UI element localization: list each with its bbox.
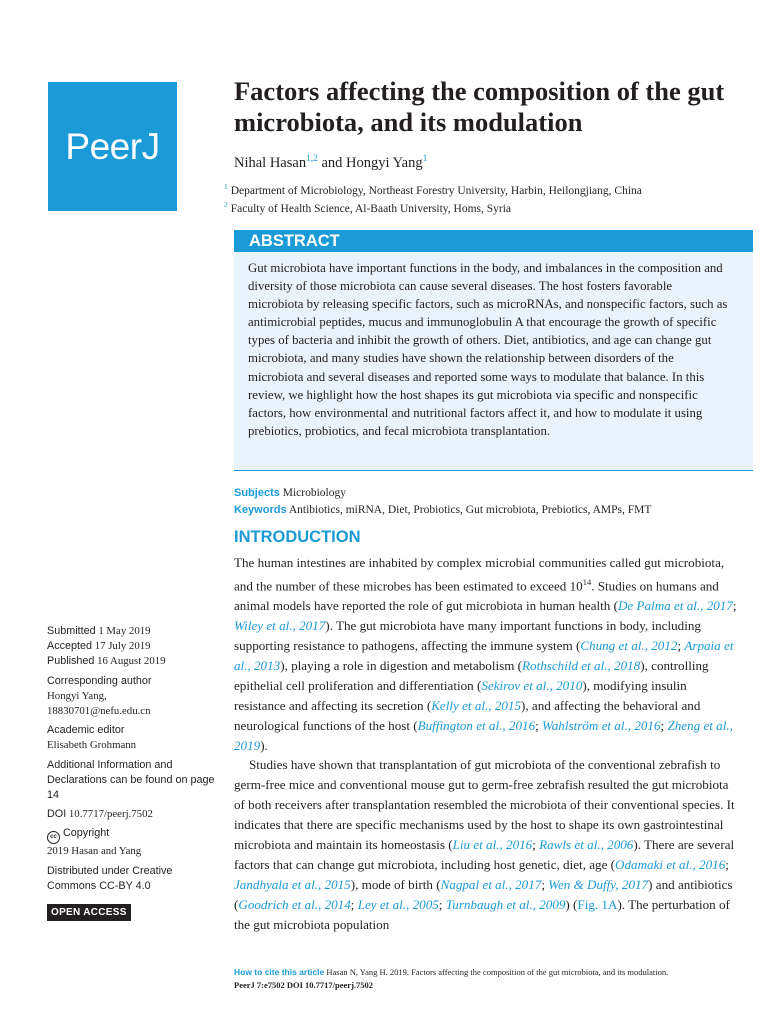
citation-link[interactable]: Odamaki et al., 2016 <box>615 856 726 872</box>
doi-line <box>47 807 217 822</box>
published-label: Published <box>47 655 95 668</box>
article-title: Factors affecting the composition of the gut microbiota, and its modulation <box>234 76 725 137</box>
corresponding-email[interactable]: 18830701@nefu.edu.cn <box>47 705 151 718</box>
text-run: ). <box>260 737 268 753</box>
abstract-box <box>234 230 753 471</box>
citation-link[interactable]: Buffington et al., 2016 <box>417 717 536 733</box>
page-footer <box>234 966 668 992</box>
text-run: ), controlling epithelial cell proliferation and differentiation ( <box>234 657 709 693</box>
article-sidebar <box>47 624 217 921</box>
creative-commons-icon: cc <box>47 831 60 844</box>
keywords-label: Keywords <box>234 504 287 516</box>
submitted-line <box>47 624 217 639</box>
subjects-label: Subjects <box>234 487 280 499</box>
text-run: ) ( <box>565 896 578 912</box>
keywords-line <box>234 502 651 519</box>
text-run: ). The gut microbiota have many important functions in body, including supporting resistance to pathogens, affecting the immune system ( <box>234 618 701 653</box>
citation-link[interactable]: Sekirov et al., 2010 <box>481 677 583 693</box>
figure-link[interactable]: Fig. 1A <box>577 896 618 912</box>
copyright-label: Copyright <box>63 827 110 840</box>
text-run: Studies have shown that transplantation of gut microbiota of the conventional zebrafish to germ-free mice and conventional mouse gut to germ-free zebrafish resulted the gut microbiota of both receivers after transplantation resembled the microbiota of their conventional species. It indicates that there are specific mechanisms used by the host to shape its own gastrointestinal microbiota and maintain its homeostasis ( <box>234 757 735 853</box>
logo-text: PeerJ <box>65 125 160 167</box>
author-2: and Hongyi Yang <box>321 154 423 171</box>
submitted-date: 1 May 2019 <box>98 625 151 637</box>
paragraph-1: The human intestines are inhabited by complex microbial communities called gut microbiota, and the number of these microbes has been estimated to exceed $10^{14}$. Studies on humans and animal models have reported the role of gut microbiota in human health (De Palma et al., 2017; Wiley et al., 2017). The gut microbiota have many important functions in body, including supporting resistance to pathogens, affecting the immune system (Chung et al., 2012; Arpaia et al., 2013), playing a role in digestion and metabolism (Rothschild et al., 2018), controlling epithelial cell proliferation and differentiation (Sekirov et al., 2010), modifying insulin resistance and affecting its secretion (Kelly et al., 2015), and affecting the behavioral and neurological functions of the host (Buffington et al., 2016; Wahlström et al., 2016; Zheng et al., 2019). <box>234 555 737 753</box>
published-date: 16 August 2019 <box>97 655 166 668</box>
doi-value[interactable]: 10.7717/peerj.7502 <box>68 808 153 821</box>
author-2-affil: 1 <box>422 154 428 164</box>
copyright-group <box>47 826 217 859</box>
license-text: Distributed under Creative Commons CC-BY 4.0 <box>47 864 173 892</box>
subjects-value: Microbiology <box>282 487 346 499</box>
dates-group <box>47 624 217 670</box>
author-1: Nihal Hasan <box>234 154 307 171</box>
citation-link[interactable]: Nagpal et al., 2017 <box>440 876 542 892</box>
affiliation-num: 1 <box>224 182 228 191</box>
citation-link[interactable]: Kelly et al., 2015 <box>431 697 522 713</box>
cite-label: How to cite this article <box>234 967 325 977</box>
citation-link[interactable]: Arpaia et al., 2013 <box>234 637 734 673</box>
corresponding-group <box>47 674 217 720</box>
peerj-logo <box>48 82 177 211</box>
text-run: ). The perturbation of the gut microbiota population <box>234 896 730 932</box>
affiliation-1 <box>224 180 642 198</box>
citation-link[interactable]: Chung et al., 2012 <box>580 637 678 653</box>
introduction-heading: INTRODUCTION <box>234 528 361 546</box>
keywords-value: Antibiotics, miRNA, Diet, Probiotics, Gut microbiota, Prebiotics, AMPs, FMT <box>288 504 652 516</box>
introduction-body <box>234 553 739 935</box>
citation-link[interactable]: De Palma et al., 2017 <box>617 598 733 614</box>
doi-label: DOI <box>47 808 67 821</box>
citation-link[interactable]: Jandhyala et al., 2015 <box>234 876 351 892</box>
citation-link[interactable]: Wiley et al., 2017 <box>234 618 326 634</box>
citation-link[interactable]: Wahlström et al., 2016 <box>542 717 661 733</box>
citation-link[interactable]: Goodrich et al., 2014 <box>238 896 351 912</box>
accepted-label: Accepted <box>47 640 93 653</box>
affiliation-text: Department of Microbiology, Northeast Forestry University, Harbin, Heilongjiang, China <box>230 184 642 197</box>
open-access-badge: OPEN ACCESS <box>47 904 131 921</box>
published-line <box>47 654 217 669</box>
corresponding-name: Hongyi Yang, <box>47 689 107 702</box>
text-run: The human intestines are inhabited by complex microbial communities called gut microbiota, and the number of these microbes has been estimated to exceed 10 <box>234 555 725 594</box>
text-run: ), mode of birth ( <box>350 876 441 892</box>
cite-text: Hasan N, Yang H. 2019. Factors affecting the composition of the gut microbiota, and its modulation. <box>326 967 669 977</box>
citation-link[interactable]: Ley et al., 2005 <box>357 896 439 912</box>
subjects-line <box>234 485 651 502</box>
text-run: ) and antibiotics ( <box>234 876 733 912</box>
affiliation-2 <box>224 198 642 216</box>
accepted-line <box>47 639 217 654</box>
abstract-text: Gut microbiota have important functions in the body, and imbalances in the composition and diversity of those microbiota can cause several diseases. The host fosters favorable microbiota by releasing specific factors, such as microRNAs, and nonspecific factors, such as antimicrobial peptides, mucus and immunoglobulin A that encourage the growth of specific types of bacteria and inhibit the growth of others. Diet, antibiotics, and age can change gut microbiota, and many studies have shown the relationship between disorders of the microbiota and several diseases and reported some ways to modulate that balance. In this review, we highlight how the host shapes its gut microbiota via specific and nonspecific factors, how environmental and nutritional factors affect it, and how to modulate it using prebiotics, probiotics, and fecal microbiota transplantation. <box>248 261 728 438</box>
text-run: ), modifying insulin resistance and affecting its secretion ( <box>234 677 687 713</box>
author-1-affil: 1,2 <box>306 154 318 164</box>
affiliations <box>224 180 642 216</box>
citation-link[interactable]: Turnbaugh et al., 2009 <box>445 896 566 912</box>
citation-link[interactable]: Liu et al., 2016 <box>452 837 533 853</box>
affiliation-num: 2 <box>224 199 228 209</box>
corresponding-label: Corresponding author <box>47 674 152 687</box>
affiliation-text: Faculty of Health Science, Al-Baath University, Homs, Syria <box>230 202 512 215</box>
abstract-heading: ABSTRACT <box>234 230 753 252</box>
text-run: ). There are several factors that can change gut microbiota, including host genetic, diet, age ( <box>234 837 735 872</box>
citation-link[interactable]: Zheng et al., 2019 <box>234 717 733 753</box>
citation-link[interactable]: Rothschild et al., 2018 <box>522 657 641 673</box>
exponent: 14 <box>582 576 592 587</box>
text-run: ), and affecting the behavioral and neurological functions of the host ( <box>234 697 701 733</box>
author-list <box>234 154 427 172</box>
citation-link[interactable]: Wen & Duffy, 2017 <box>548 876 649 892</box>
editor-group <box>47 723 217 753</box>
copyright-holders: 2019 Hasan and Yang <box>47 845 142 858</box>
editor-name: Elisabeth Grohmann <box>47 739 137 752</box>
accepted-date: 17 July 2019 <box>94 640 151 653</box>
copyright-line <box>47 826 217 844</box>
editor-label: Academic editor <box>47 724 125 737</box>
cite-line <box>234 966 668 979</box>
article-metadata <box>234 485 651 519</box>
text-run: ), playing a role in digestion and metabolism ( <box>280 657 523 673</box>
citation-link[interactable]: Rawls et al., 2006 <box>539 837 634 853</box>
additional-info[interactable]: Additional Information and Declarations can be found on page 14 <box>47 758 215 802</box>
paragraph-2: Studies have shown that transplantation of gut microbiota of the conventional zebrafish to germ-free mice and conventional mouse gut to germ-free zebrafish resulted the gut microbiota of both receivers after transplantation resembled the microbiota of their conventional species. It indicates that there are specific mechanisms used by the host to shape its own gastrointestinal microbiota and maintain its homeostasis (Liu et al., 2016; Rawls et al., 2006). There are several factors that can change gut microbiota, including host genetic, diet, age (Odamaki et al., 2016; Jandhyala et al., 2015), mode of birth (Nagpal et al., 2017; Wen & Duffy, 2017) and antibiotics (Goodrich et al., 2014; Ley et al., 2005; Turnbaugh et al., 2009) (Fig. 1A). The perturbation of the gut microbiota population <box>234 757 735 932</box>
journal-reference: PeerJ 7:e7502 DOI 10.7717/peerj.7502 <box>234 980 374 990</box>
text-run: . Studies on humans and animal models have reported the role of gut microbiota in human health ( <box>234 578 719 614</box>
submitted-label: Submitted <box>47 625 96 637</box>
